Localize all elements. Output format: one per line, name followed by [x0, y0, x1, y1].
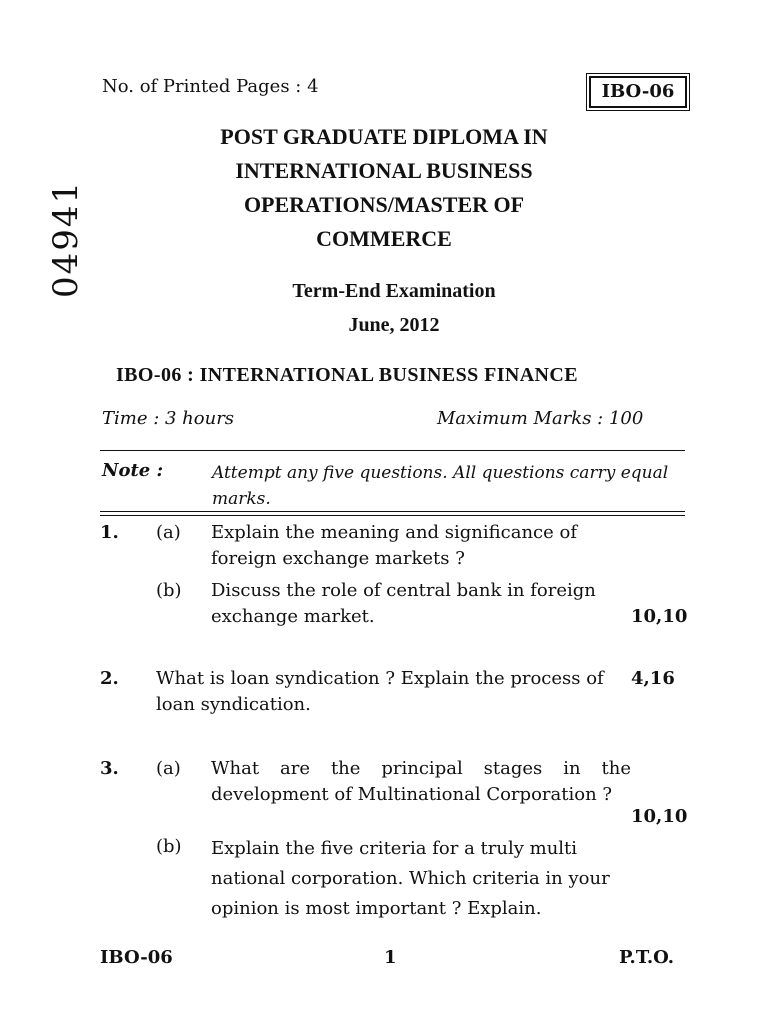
page-number: 1 [384, 947, 397, 968]
exam-date: June, 2012 [348, 314, 440, 336]
question-number: 2. [100, 668, 119, 689]
part-label: (b) [156, 580, 182, 601]
divider-bottom-2 [100, 515, 685, 516]
title-line-3: OPERATIONS/MASTER OF [243, 192, 525, 217]
question-marks: 10,10 [631, 806, 688, 827]
part-label: (a) [156, 522, 181, 543]
part-text: What are the principal stages in the development of Multinational Corporation ? [211, 758, 631, 805]
note-text: Attempt any five questions. All questions carry equal marks. [212, 463, 669, 509]
part-text: Discuss the role of central bank in foreign exchange market. [211, 580, 596, 627]
title-line-1: POST GRADUATE DIPLOMA IN [220, 124, 548, 149]
divider-top [100, 450, 685, 451]
divider-bottom-1 [100, 511, 685, 512]
part-label: (b) [156, 836, 182, 857]
question-number: 1. [100, 522, 119, 543]
question-marks: 4,16 [631, 668, 675, 689]
please-turn-over: P.T.O. [619, 947, 675, 968]
question-marks: 10,10 [631, 606, 688, 627]
part-text: Explain the five criteria for a truly multi national corporation. Which criteria in your opinion is most important ? Explain. [211, 838, 610, 919]
part-text: Explain the meaning and significance of foreign exchange markets ? [211, 522, 578, 569]
side-serial-number: 04941 [46, 179, 86, 298]
question-number: 3. [100, 758, 119, 779]
paper-code-box: IBO-06 [589, 76, 687, 108]
part-label: (a) [156, 758, 181, 779]
footer-code: IBO-06 [100, 947, 173, 968]
paper-title: IBO-06 : INTERNATIONAL BUSINESS FINANCE [116, 364, 578, 386]
title-line-2: INTERNATIONAL BUSINESS [235, 158, 533, 183]
time-allowed: Time : 3 hours [102, 408, 235, 429]
question-text: What is loan syndication ? Explain the process of loan syndication. [156, 668, 604, 715]
exam-name: Term-End Examination [292, 280, 496, 302]
printed-pages: No. of Printed Pages : 4 [102, 76, 319, 97]
title-line-4: COMMERCE [316, 226, 452, 251]
note-label: Note : [102, 460, 164, 481]
maximum-marks: Maximum Marks : 100 [437, 408, 644, 429]
